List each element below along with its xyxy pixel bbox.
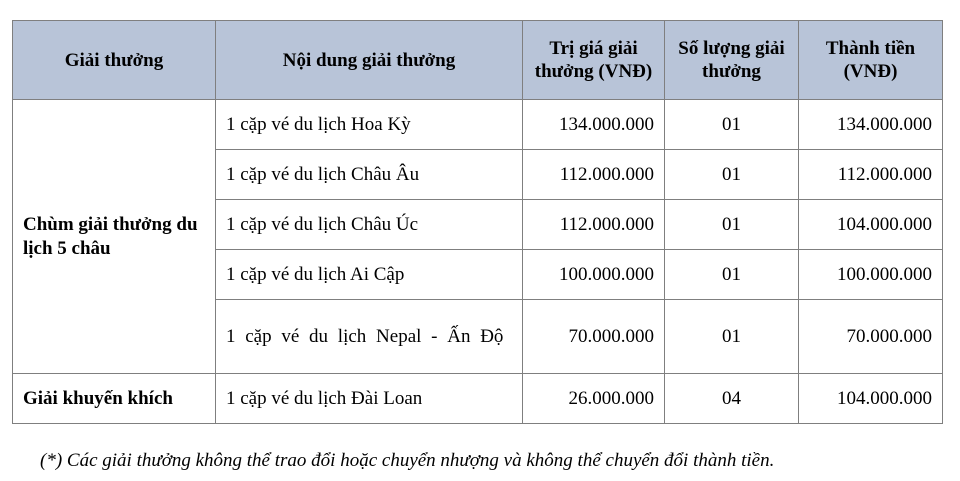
header-description: Nội dung giải thưởng bbox=[216, 21, 523, 100]
footnote: (*) Các giải thưởng không thể trao đổi hoặc chuyển nhượng và không thể chuyển đổi thành tiền. bbox=[40, 450, 775, 471]
header-quantity: Số lượng giải thưởng bbox=[665, 21, 799, 100]
total-cell: 134.000.000 bbox=[799, 100, 943, 150]
table-row bbox=[13, 100, 943, 150]
description-cell: 1 cặp vé du lịch Đài Loan bbox=[216, 374, 523, 424]
award-group-cell: Giải khuyến khích bbox=[13, 374, 216, 424]
award-group-cell: Chùm giải thưởng du lịch 5 châu bbox=[13, 100, 216, 374]
description-cell: 1 cặp vé du lịch Châu Úc bbox=[216, 200, 523, 250]
table-body bbox=[13, 100, 943, 424]
prize-table bbox=[12, 20, 943, 424]
value-cell: 112.000.000 bbox=[523, 200, 665, 250]
total-cell: 100.000.000 bbox=[799, 250, 943, 300]
value-cell: 134.000.000 bbox=[523, 100, 665, 150]
quantity-cell: 01 bbox=[665, 250, 799, 300]
total-cell: 112.000.000 bbox=[799, 150, 943, 200]
value-cell: 26.000.000 bbox=[523, 374, 665, 424]
description-cell bbox=[216, 300, 523, 374]
header-value: Trị giá giải thưởng (VNĐ) bbox=[523, 21, 665, 100]
total-cell: 70.000.000 bbox=[799, 300, 943, 374]
quantity-cell: 01 bbox=[665, 300, 799, 374]
value-cell: 112.000.000 bbox=[523, 150, 665, 200]
header-total: Thành tiền (VNĐ) bbox=[799, 21, 943, 100]
total-cell: 104.000.000 bbox=[799, 374, 943, 424]
description-cell: 1 cặp vé du lịch Ai Cập bbox=[216, 250, 523, 300]
quantity-cell: 01 bbox=[665, 150, 799, 200]
value-cell: 70.000.000 bbox=[523, 300, 665, 374]
header-award: Giải thưởng bbox=[13, 21, 216, 100]
quantity-cell: 04 bbox=[665, 374, 799, 424]
quantity-cell: 01 bbox=[665, 100, 799, 150]
description-cell: 1 cặp vé du lịch Châu Âu bbox=[216, 150, 523, 200]
description-text: 1 cặp vé du lịch Nepal - Ấn Độ bbox=[226, 325, 504, 347]
description-cell: 1 cặp vé du lịch Hoa Kỳ bbox=[216, 100, 523, 150]
quantity-cell: 01 bbox=[665, 200, 799, 250]
value-cell: 100.000.000 bbox=[523, 250, 665, 300]
total-cell: 104.000.000 bbox=[799, 200, 943, 250]
table-row bbox=[13, 374, 943, 424]
table-header bbox=[13, 21, 943, 100]
